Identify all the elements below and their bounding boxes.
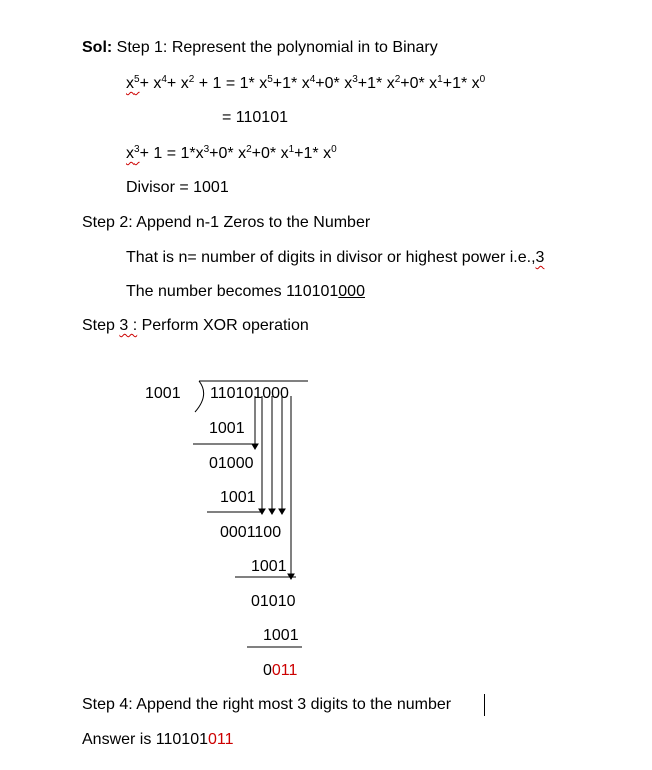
polynomial-2: $x^3+ 1 = 1*x^3+0*$ $x^2+0*$ $x^1+1*$ $x^0$ [126, 144, 337, 162]
step2-title: Step 2: Append n-1 Zeros to the Number [82, 214, 371, 231]
division-row-7: 1001 [263, 627, 299, 644]
division-divisor: 1001 [145, 385, 181, 402]
step3-title: Step 3 : Perform XOR operation [82, 317, 309, 334]
binary-result-1: = 110101 [222, 109, 288, 126]
text-cursor [484, 694, 485, 716]
division-row-4: 0001100 [220, 524, 282, 541]
answer-line: Answer is 110101011 [82, 731, 234, 748]
division-row-6: 01010 [251, 593, 296, 610]
divisor-line: Divisor = 1001 [126, 179, 229, 196]
division-row-2: 01000 [209, 455, 254, 472]
bring-down-arrows [252, 396, 294, 579]
division-remainder: 0011 [263, 662, 298, 679]
division-dividend: 110101000 [210, 385, 289, 402]
division-row-1: 1001 [209, 420, 245, 437]
step2-detail-1: That is n= number of digits in divisor or highest power i.e.,3 [126, 249, 545, 266]
step4-title: Step 4: Append the right most 3 digits to the number [82, 696, 452, 713]
step1-title: Step 1: Represent the polynomial in to Binary [116, 39, 438, 56]
sol-label: Sol: [82, 39, 113, 56]
step2-detail-2: The number becomes 110101000 [126, 283, 365, 300]
division-row-3: 1001 [220, 489, 256, 506]
polynomial-1: $x^5+ x^4+ x^2 + 1 = 1*$ $x^5+1*$ $x^4+0*$ $x^3+1*$ $x^2+0*$ $x^1+1*$ $x^0$ [126, 74, 486, 92]
division-row-5: 1001 [251, 558, 287, 575]
division-bracket [195, 381, 204, 412]
